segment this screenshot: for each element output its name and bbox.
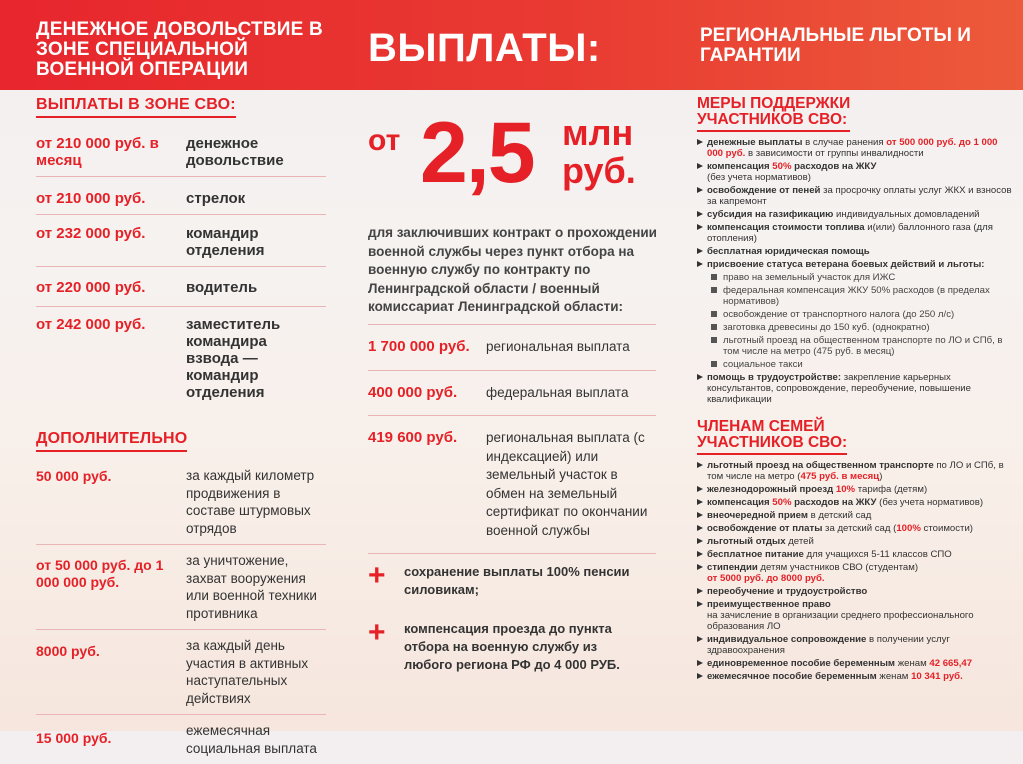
support-title: [697, 96, 850, 132]
list-item: индивидуальное сопровождение в получении услуг здравоохранения: [697, 634, 1015, 656]
list-item: льготный отдых детей: [697, 536, 1015, 547]
payment-amount: от 210 000 руб.: [36, 190, 146, 207]
additional-amount: 15 000 руб.: [36, 730, 112, 746]
payment-amount: от 232 000 руб.: [36, 225, 146, 242]
sub-list-item: федеральная компенсация ЖКУ 50% расходов (в пределах нормативов): [711, 285, 1015, 307]
plus-icon: +: [368, 616, 386, 649]
additional-description: за каждый день участия в активных наступательных действиях: [186, 638, 309, 706]
payment-description: стрелок: [186, 190, 246, 207]
list-item: стипендии детям участников СВО (студентам) от 5000 руб. до 8000 руб.: [697, 562, 1015, 584]
table-row: [368, 416, 656, 554]
offer-unit-line1: млн: [562, 112, 634, 153]
additional-amount: 50 000 руб.: [36, 468, 112, 484]
mid-payment-description: региональная выплата (с индексацией) или земельный участок в обмен на земельный сертификат по окончании военной службы: [486, 430, 648, 538]
plus-item-travel: [368, 616, 668, 674]
payment-amount: от 220 000 руб.: [36, 279, 146, 296]
additional-description: за уничтожение, захват вооружения или военной техники противника: [186, 553, 317, 621]
list-item: единовременное пособие беременным женам 42 665,47: [697, 658, 1015, 669]
mid-payment-amount: 419 600 руб.: [368, 429, 458, 446]
list-item: субсидия на газификацию индивидуальных домовладений: [697, 209, 1015, 220]
list-item: внеочередной прием в детский сад: [697, 510, 1015, 521]
plus-icon: +: [368, 559, 386, 592]
plus-item-pension: [368, 559, 668, 599]
payment-description: командир отделения: [186, 225, 265, 259]
list-item: компенсация 50% расходов на ЖКУ (без учета нормативов): [697, 497, 1015, 508]
additional-amount: от 50 000 руб. до 1 000 000 руб.: [36, 557, 164, 590]
payment-amount: от 210 000 руб. в месяц: [36, 135, 159, 169]
list-item: присвоение статуса ветерана боевых действий и льготы: право на земельный участок для ИЖС федеральная компенсация ЖКУ 50% расходов (в пределах нормативов) освобождение от транспортного налога (до 250 л/с) заготовка древесины до 150 куб. (однократно) льготный проезд на общественном транспорте по ЛО и СПб, в том числе на метро (475 руб. в месяц) социальное такси: [697, 259, 1015, 370]
sub-list-item: льготный проезд на общественном транспорте по ЛО и СПб, в том числе на метро (475 руб. в месяц): [711, 335, 1015, 357]
list-item: помощь в трудоустройстве: закрепление карьерных консультантов, сопровождение, переобучение, повышение квалификации: [697, 372, 1015, 405]
svo-payments-title: ВЫПЛАТЫ В ЗОНЕ СВО:: [36, 96, 236, 118]
additional-table: [36, 460, 326, 764]
mid-payment-description: региональная выплата: [486, 339, 630, 354]
additional-title: ДОПОЛНИТЕЛЬНО: [36, 430, 187, 452]
plus-item-text: компенсация проезда до пункта отбора на военную службу из любого региона РФ до 4 000 РУБ.: [404, 621, 620, 672]
list-item: компенсация 50% расходов на ЖКУ (без учета нормативов): [697, 161, 1015, 183]
right-column: [697, 96, 1015, 684]
additional-description: ежемесячная социальная выплата: [186, 723, 317, 756]
table-row: [368, 325, 656, 371]
mid-payment-description: федеральная выплата: [486, 384, 629, 400]
family-title-line1: ЧЛЕНАМ СЕМЕЙ: [697, 418, 825, 435]
list-item: компенсация стоимости топлива и(или) баллонного газа (для отопления): [697, 222, 1015, 244]
list-item: ежемесячное пособие беременным женам 10 341 руб.: [697, 671, 1015, 682]
sub-list-item: освобождение от транспортного налога (до 250 л/с): [711, 309, 1015, 320]
payment-description: водитель: [186, 279, 258, 296]
table-row: [36, 460, 326, 545]
list-item: освобождение от пеней за просрочку оплаты услуг ЖКХ и взносов за капремонт: [697, 185, 1015, 207]
payment-description: заместитель командира взвода — командир отделения: [186, 316, 281, 401]
header-middle-title: ВЫПЛАТЫ:: [368, 26, 601, 70]
table-row: [36, 177, 326, 215]
table-row: [36, 715, 326, 764]
table-row: [36, 215, 326, 267]
header-banner: [0, 0, 1023, 90]
list-item: льготный проезд на общественном транспорте по ЛО и СПб, в том числе на метро (475 руб. в месяц): [697, 460, 1015, 482]
offer-unit-line2: руб.: [562, 150, 636, 191]
offer-unit: [562, 114, 636, 190]
support-list: [697, 137, 1015, 405]
veteran-benefits-sublist: [711, 272, 1015, 370]
table-row: [36, 630, 326, 715]
sub-list-item: социальное такси: [711, 359, 1015, 370]
list-item: железнодорожный проезд 10% тарифа (детям): [697, 484, 1015, 495]
list-item: освобождение от платы за детский сад (100% стоимости): [697, 523, 1015, 534]
sub-list-item: право на земельный участок для ИЖС: [711, 272, 1015, 283]
list-item: бесплатное питание для учащихся 5-11 классов СПО: [697, 549, 1015, 560]
offer-prefix: от: [368, 124, 401, 157]
mid-payment-amount: 400 000 руб.: [368, 383, 458, 401]
table-row: [36, 267, 326, 307]
list-item: преимущественное право на зачисление в организации среднего профессионального образования ЛО: [697, 599, 1015, 632]
header-left-title: ДЕНЕЖНОЕ ДОВОЛЬСТВИЕ В ЗОНЕ СПЕЦИАЛЬНОЙ ВОЕННОЙ ОПЕРАЦИИ: [36, 19, 323, 80]
offer-number: 2,5: [420, 105, 534, 201]
svo-payments-table: [36, 128, 326, 408]
payment-amount: от 242 000 руб.: [36, 316, 146, 333]
offer-intro-text: для заключивших контракт о прохождении военной службы через пункт отбора на военную службу по контракту по Ленинградской области / военный комиссариат Ленинградской области:: [368, 225, 657, 314]
header-right-title: РЕГИОНАЛЬНЫЕ ЛЬГОТЫ И ГАРАНТИИ: [700, 25, 971, 66]
mid-payments-table: [368, 324, 656, 554]
list-item: денежные выплаты в случае ранения от 500 000 руб. до 1 000 000 руб. в зависимости от группы инвалидности: [697, 137, 1015, 159]
table-row: [36, 128, 326, 177]
list-item: бесплатная юридическая помощь: [697, 246, 1015, 257]
table-row: [36, 545, 326, 630]
additional-amount: 8000 руб.: [36, 643, 100, 659]
plus-item-text: сохранение выплаты 100% пенсии силовикам;: [404, 564, 630, 597]
list-item: переобучение и трудоустройство: [697, 586, 1015, 597]
payment-description: денежное довольствие: [186, 135, 284, 169]
left-column: [36, 96, 326, 764]
table-row: [368, 371, 656, 417]
table-row: [36, 307, 326, 408]
family-title: [697, 419, 847, 455]
family-title-line2: УЧАСТНИКОВ СВО:: [697, 434, 848, 451]
support-title-line2: УЧАСТНИКОВ СВО:: [697, 111, 848, 128]
support-title-line1: МЕРЫ ПОДДЕРЖКИ: [697, 95, 851, 112]
family-list: [697, 460, 1015, 682]
mid-payment-amount: 1 700 000 руб.: [368, 338, 470, 355]
sub-list-item: заготовка древесины до 150 куб. (однократно): [711, 322, 1015, 333]
additional-description: за каждый километр продвижения в составе штурмовых отрядов: [186, 468, 315, 536]
